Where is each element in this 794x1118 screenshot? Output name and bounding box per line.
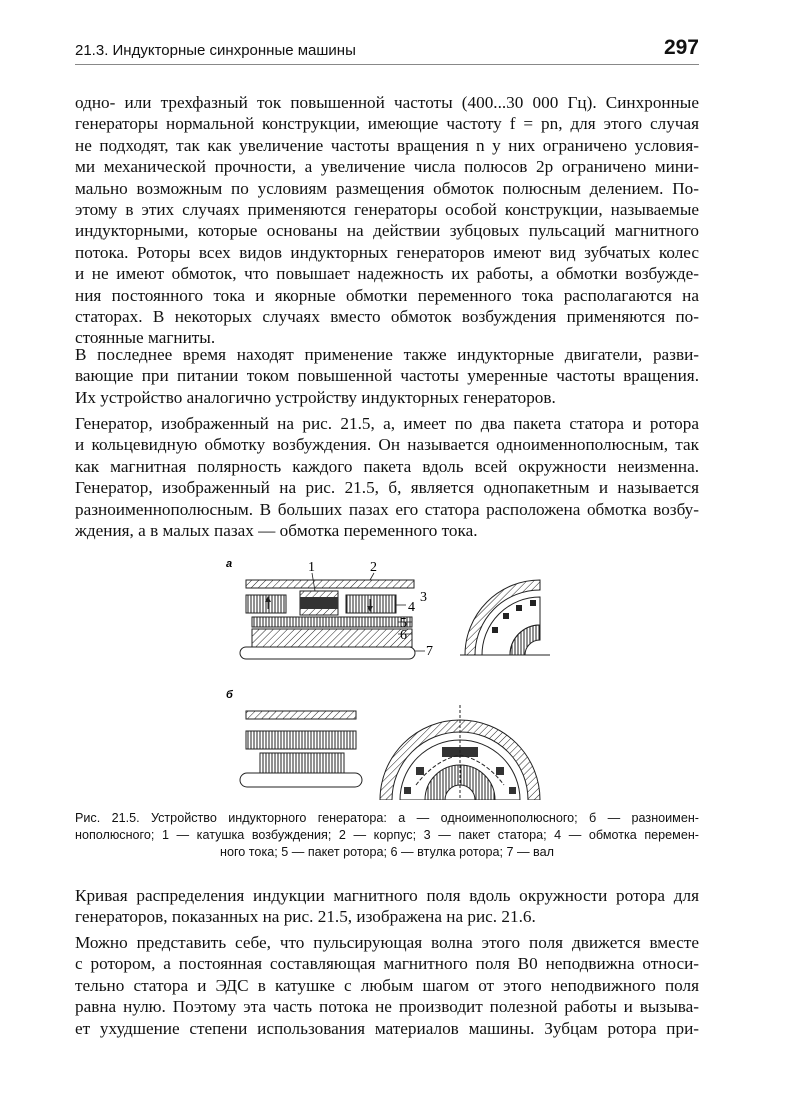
caption-line: ного тока; 5 — пакет ротора; 6 — втулка ротора; 7 — вал [220,845,554,859]
text-line: ми механической прочности, а увеличение числа полюсов 2p ограничено мини- [75,157,699,177]
paragraph-2 [75,344,699,408]
text-line: Можно представить себе, что пульсирующая волна этого поля движется вместе [75,933,699,952]
paragraph-4 [75,885,699,928]
callout-2: 2 [370,560,377,575]
text-line: одно- или трехфазный ток повышенной частоты (400...30 000 Гц). Синхронные [75,93,699,112]
section-title: 21.3. Индукторные синхронные машины [75,42,356,59]
page-header [75,38,699,64]
text-line: Генератор, изображенный на рис. 21.5, б, является однопакетным и называется [75,478,699,498]
figure-21-5 [220,555,560,800]
text-line: как магнитная полярность каждого пакета вдоль всей окружности неизменна. [75,456,699,476]
text-line: мально возможным по условиям размещения обмоток полюсным делением. По- [75,178,699,198]
panel-label-a: а [226,558,233,570]
text-line: генераторов, показанных на рис. 21.5, изображена на рис. 21.6. [75,907,536,927]
header-rule [75,64,699,65]
text-line: вающие при питании током повышенной частоты умеренные частоты вращения. [75,366,699,386]
callout-5: 5 [400,616,407,631]
text-line: равна нулю. Поэтому эта часть потока не производит полезной работы и вызыва- [75,997,699,1017]
text-line: этому в этих случаях применяются генераторы особой конструкции, называемые [75,199,699,219]
generator-b-cross-section [380,705,540,800]
generator-a-side-view [240,580,415,659]
text-line: ет ухудшение степени использования материалов машины. Зубцам ротора при- [75,1018,699,1038]
text-line: Кривая распределения индукции магнитного поля вдоль окружности ротора для [75,886,699,905]
text-line: Их устройство аналогично устройству индукторных генераторов. [75,387,556,407]
callout-7: 7 [426,644,433,659]
callout-1: 1 [308,560,315,575]
generator-a-cross-section [460,580,550,655]
paragraph-5 [75,932,699,1039]
text-line: Генератор, изображенный на рис. 21.5, а, имеет по два пакета статора и ротора [75,414,699,433]
text-line: с ротором, а постоянная составляющая магнитного поля B0 неподвижна относи- [75,954,699,974]
generator-b-side-view [240,711,362,787]
caption-line: нополюсного; 1 — катушка возбуждения; 2 — корпус; 3 — пакет статора; 4 — обмотка перемен- [75,828,699,842]
text-line: В последнее время находят применение также индукторные двигатели, разви- [75,345,699,364]
paragraph-3 [75,413,699,541]
text-line: стоянные магниты. [75,328,216,348]
text-line: тельно статора и ЭДС в катушке с любым шагом от этого неподвижного поля [75,975,699,995]
text-line: разноименнополюсным. В больших пазах его статора расположена обмотка возбу- [75,499,699,519]
text-line: ждения, а в малых пазах — обмотка переменного тока. [75,520,478,540]
callout-6: 6 [400,628,407,643]
text-line: ния постоянного тока и якорные обмотки переменного тока располагаются на [75,285,699,305]
text-line: не подходят, так как увеличение частоты вращения n у них ограничено условия- [75,135,699,155]
text-line: потока. Роторы всех видов индукторных генераторов имеют вид зубчатых колес [75,242,699,262]
text-line: и кольцевидную обмотку возбуждения. Он называется одноименнополюсным, так [75,435,699,455]
callout-4: 4 [408,600,415,615]
text-line: статорах. В некоторых случаях вместо обмоток возбуждения применяются по- [75,306,699,326]
caption-line: Рис. 21.5. Устройство индукторного генератора: а — одноименнополюсного; б — разноимен- [75,811,699,825]
text-line: индукторными, которые основаны на действии зубцовых пульсаций магнитного [75,221,699,241]
panel-label-b: б [226,689,233,701]
paragraph-1 [75,92,699,349]
callout-3: 3 [420,590,427,605]
page-number: 297 [663,36,699,59]
figure-caption [75,810,699,861]
text-line: генераторы нормальной конструкции, имеющие частоту f = pn, для этого случая [75,114,699,134]
text-line: и не имеют обмоток, что повышает надежность их работы, а обмотки возбужде- [75,264,699,284]
